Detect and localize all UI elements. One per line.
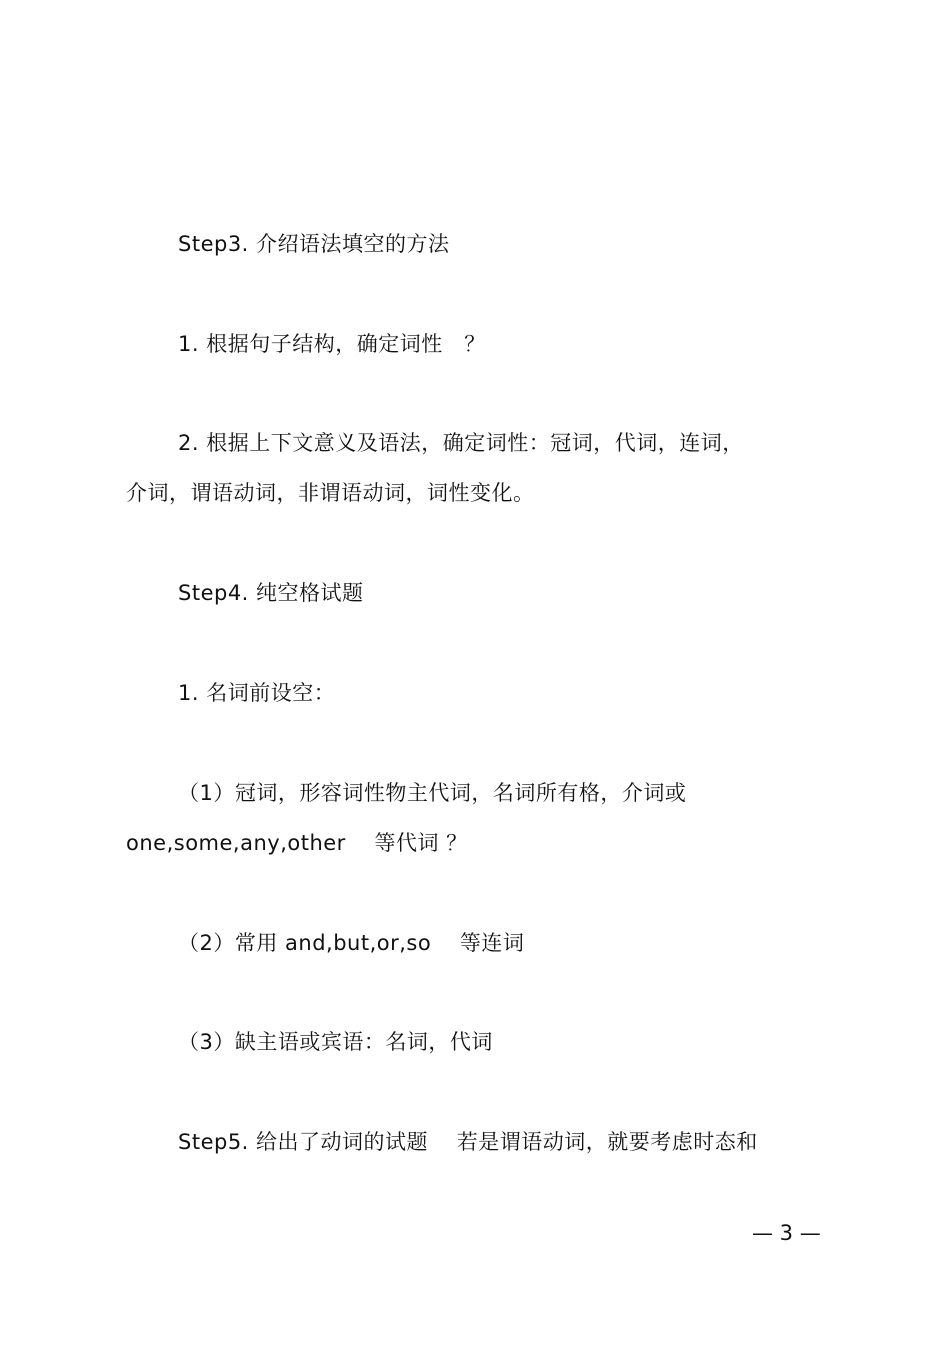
- paragraph-line: （2）常用 and,but,or,so 等连词: [178, 931, 525, 955]
- paragraph-line: one,some,any,other 等代词 ？: [126, 831, 468, 855]
- paragraph-line: 2. 根据上下文意义及语法，确定词性：冠词，代词，连词，: [178, 431, 744, 455]
- paragraph-line: 介词，谓语动词，非谓语动词，词性变化。: [126, 481, 535, 505]
- paragraph-line: 1. 根据句子结构，确定词性 ？: [178, 332, 486, 356]
- step5-heading: Step5. 给出了动词的试题 若是谓语动词，就要考虑时态和: [178, 1130, 758, 1154]
- paragraph-line: （3）缺主语或宾语：名词，代词: [178, 1030, 493, 1054]
- step3-heading: Step3. 介绍语法填空的方法: [178, 232, 450, 256]
- paragraph-line: 1. 名词前设空：: [178, 681, 336, 705]
- page-number: — 3 —: [752, 1221, 821, 1245]
- step4-heading: Step4. 纯空格试题: [178, 581, 364, 605]
- paragraph-line: （1）冠词，形容词性物主代词，名词所有格，介词或: [178, 781, 687, 805]
